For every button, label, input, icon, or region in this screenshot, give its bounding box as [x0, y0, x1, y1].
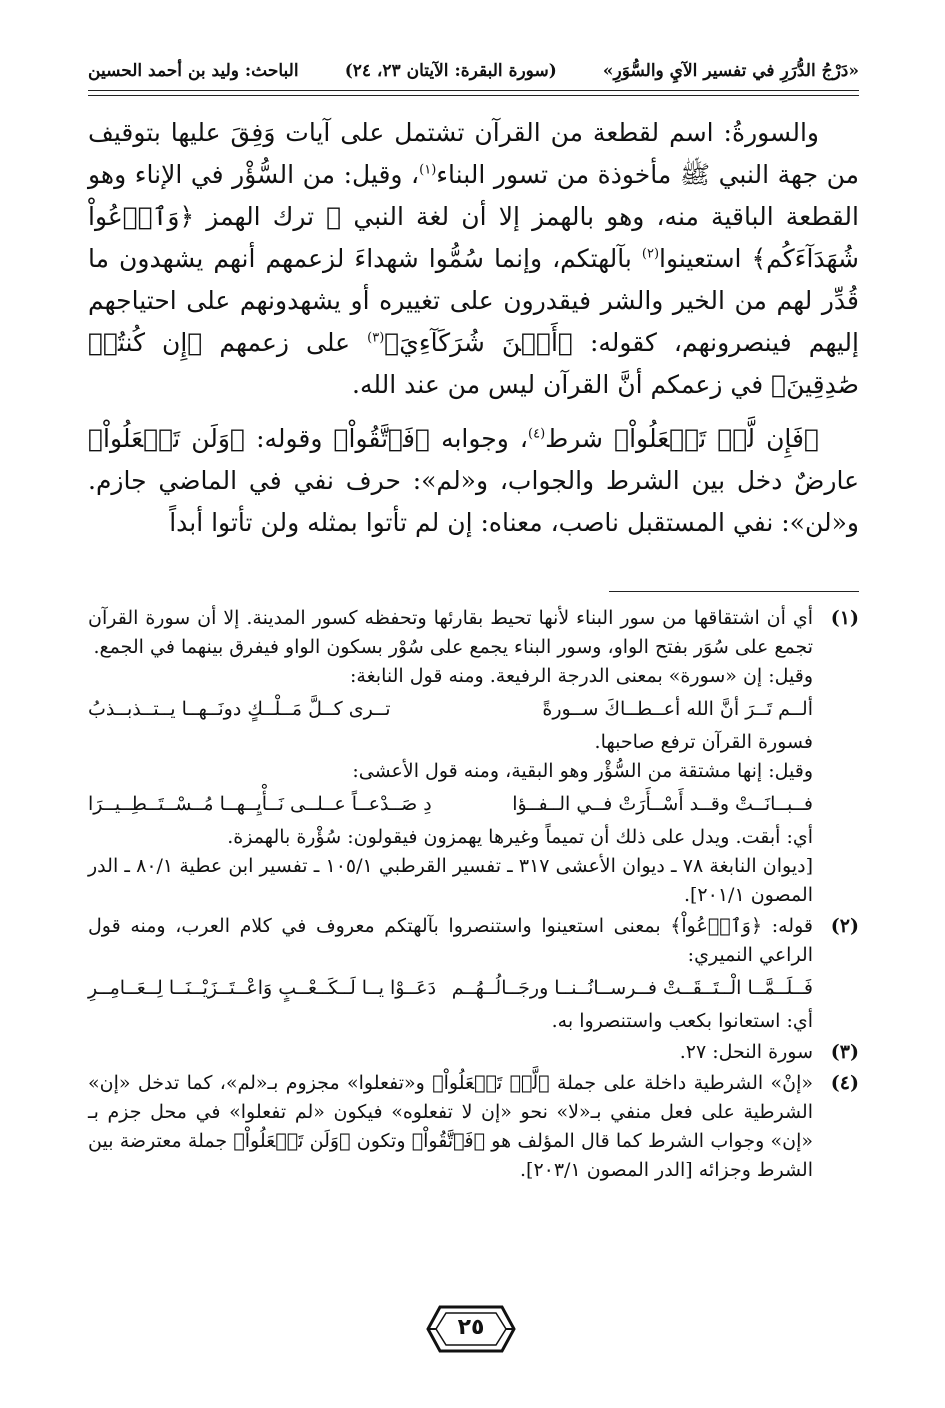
footnote-ref-4[interactable]: (٤): [528, 426, 546, 442]
footnote-separator: [609, 591, 859, 592]
footnote-3: [88, 1038, 859, 1067]
main-text: [88, 112, 859, 544]
footnotes: [88, 604, 859, 1187]
footnote-text: فسورة القرآن ترفع صاحبها.: [594, 731, 813, 753]
verse-first-hemistich: فــبــانَــتْ وقــد أَسْــأَرَتْ فــي الــفــؤا: [512, 793, 813, 815]
footnote-body: [88, 1038, 813, 1067]
text-run: ، وقيل: من السُّؤْر في الإناء وهو القطعة الباقية منه، وهو بالهمز إلا أن لغة النبي ﷺ ترك الهمز ﴿وَٱدۡعُواْ شُهَدَآءَكُم﴾ استعينوا: [88, 160, 859, 273]
paragraph-condition: [88, 418, 859, 544]
header-author: الباحث: وليد بن أحمد الحسين: [88, 61, 299, 81]
footnote-4: [88, 1069, 859, 1185]
paragraph-surah-definition: [88, 112, 859, 406]
footnote-text: أي: أبقت. ويدل على ذلك أن تميماً وغيرها يهمزون فيقولون: سُؤْرة بالهمزة.: [227, 826, 813, 848]
header-surah-reference: (سورة البقرة: الآيتان ٢٣، ٢٤): [344, 61, 557, 81]
footnote-text: أي: استعانوا بكعب واستنصروا به.: [551, 1010, 813, 1032]
footnote-number: (٢): [830, 915, 859, 937]
text-run: بآلهتكم، وإنما سُمُّوا شهداءَ لزعمهم أنهم يشهدون ما قُدِّر لهم من الخير والشر فيقدرون على تغييره أو يشهدونهم على احتياجهم إليهم فينصرونهم، كقوله: ﴿أَيۡنَ شُرَكَآءِيَ﴾: [88, 244, 859, 357]
text-run: والسورةُ: اسم لقطعة من القرآن تشتمل على آيات وَفِقَ عليها بتوقيف من جهة النبي ﷺ مأخوذة من تسور البناء: [88, 118, 860, 189]
footnote-text: سورة النحل: ٢٧.: [679, 1041, 813, 1063]
footnote-ref-2[interactable]: (٢): [641, 246, 660, 262]
footnote-body: [88, 604, 813, 910]
verse-second-hemistich: دَعَــوْا يــا لَــكَــعْــبٍ وَاعْــتَــزَيْــنَــا لِــعَــامِــرِ: [88, 977, 437, 999]
footnote-text: وقيل: إن «سورة» بمعنى الدرجة الرفيعة. ومنه قول النابغة:: [350, 665, 813, 687]
verse-second-hemistich: تــرى كــلَّ مَــلْــكٍ دونَــهــا يــتــذبــذبُ: [88, 698, 391, 720]
footnote-number: (٣): [830, 1041, 859, 1063]
footnote-2: [88, 912, 859, 1036]
footnote-body: [88, 912, 813, 1036]
footnote-sources: [ديوان النابغة ٧٨ ـ ديوان الأعشى ٣١٧ ـ تفسير القرطبي ١٠٥/١ ـ تفسير ابن عطية ٨٠/١ ـ الدر المصون ٢٠١/١].: [88, 855, 813, 906]
footnote-body: [88, 1069, 813, 1185]
page-number-ornament: [426, 1303, 516, 1355]
footnote-ref-1[interactable]: (١): [419, 162, 437, 178]
footnote-text: «إنْ» الشرطية داخلة على جملة ﴿لَّمۡ تَفۡعَلُواْ﴾ و«تفعلوا» مجزوم بـ«لم»، كما تدخل «إن» الشرطية على فعل منفي بـ«لا» نحو «إن لا تفعلوه» فيكون «لم تفعلوا» في محل جزم بـ «إن» وجواب الشرط كما قال المؤلف هو ﴿فَٱتَّقُواْ﴾ وتكون ﴿وَلَن تَفۡعَلُواْ﴾ جملة معترضة بين الشرط وجزائه [الدر المصون ٢٠٣/١].: [88, 1072, 813, 1181]
header-rule-bottom: [88, 95, 859, 96]
text-run: ﴿فَإِن لَّمۡ تَفۡعَلُواْ﴾ شرط: [545, 424, 820, 453]
verse-first-hemistich: فَــلَــمَّــا الْــتَــقَــتْ فــرســانُــنــا ورجَــالُــهُــم: [451, 977, 813, 999]
page-number: ٢٥: [457, 1315, 485, 1340]
poem-verse: [88, 972, 813, 1005]
footnote-number: (١): [830, 607, 859, 629]
verse-first-hemistich: ألــم تَــرَ أنَّ الله أعــطــاكَ ســورةً: [542, 698, 813, 720]
footnote-number: (٤): [830, 1072, 859, 1094]
poem-verse: [88, 788, 813, 821]
footnote-ref-3[interactable]: (٣): [367, 330, 385, 346]
footnote-1: [88, 604, 859, 910]
running-header: [88, 56, 859, 86]
footnote-text: قوله: ﴿وَٱدۡعُواْ﴾ بمعنى استعينوا واستنصروا بآلهتكم معروف في كلام العرب، ومنه قول الراعي النميري:: [88, 915, 813, 966]
text-run: ، وجوابه ﴿فَٱتَّقُواْ﴾ وقوله: ﴿وَلَن تَفۡعَلُواْ﴾ عارضٌ دخل بين الشرط والجواب، و«لم»: حرف نفي في الماضي جازم. و«لن»: نفي المستقبل ناصب، معناه: إن لم تأتوا بمثله ولن تأتوا أبداً: [88, 424, 859, 537]
poem-verse: [88, 693, 813, 726]
footnote-text: وقيل: إنها مشتقة من السُّؤْر وهو البقية، ومنه قول الأعشى:: [352, 760, 813, 782]
header-book-title: «دَرْجُ الدُّرَرِ في تفسير الآيِ والسُّوَرِ»: [602, 61, 859, 81]
footnote-text: أي أن اشتقاقها من سور البناء لأنها تحيط بقارئها وتحفظه كسور المدينة. إلا أن سورة القرآن تجمع على سُوَر بفتح الواو، وسور البناء يجمع على سُوْر بسكون الواو فيفرق بينهما في الجمع.: [88, 607, 813, 658]
header-rule-top: [88, 90, 859, 91]
text-run: على زعمهم ﴿إِن كُنتُمۡ صَٰدِقِينَ﴾ في زعمكم أنَّ القرآن ليس من عند الله.: [88, 328, 859, 399]
verse-second-hemistich: دِ صَــدْعــاً عــلــى نَــأْيِــهــا مُــسْــتَــطِــيــرَا: [88, 793, 432, 815]
